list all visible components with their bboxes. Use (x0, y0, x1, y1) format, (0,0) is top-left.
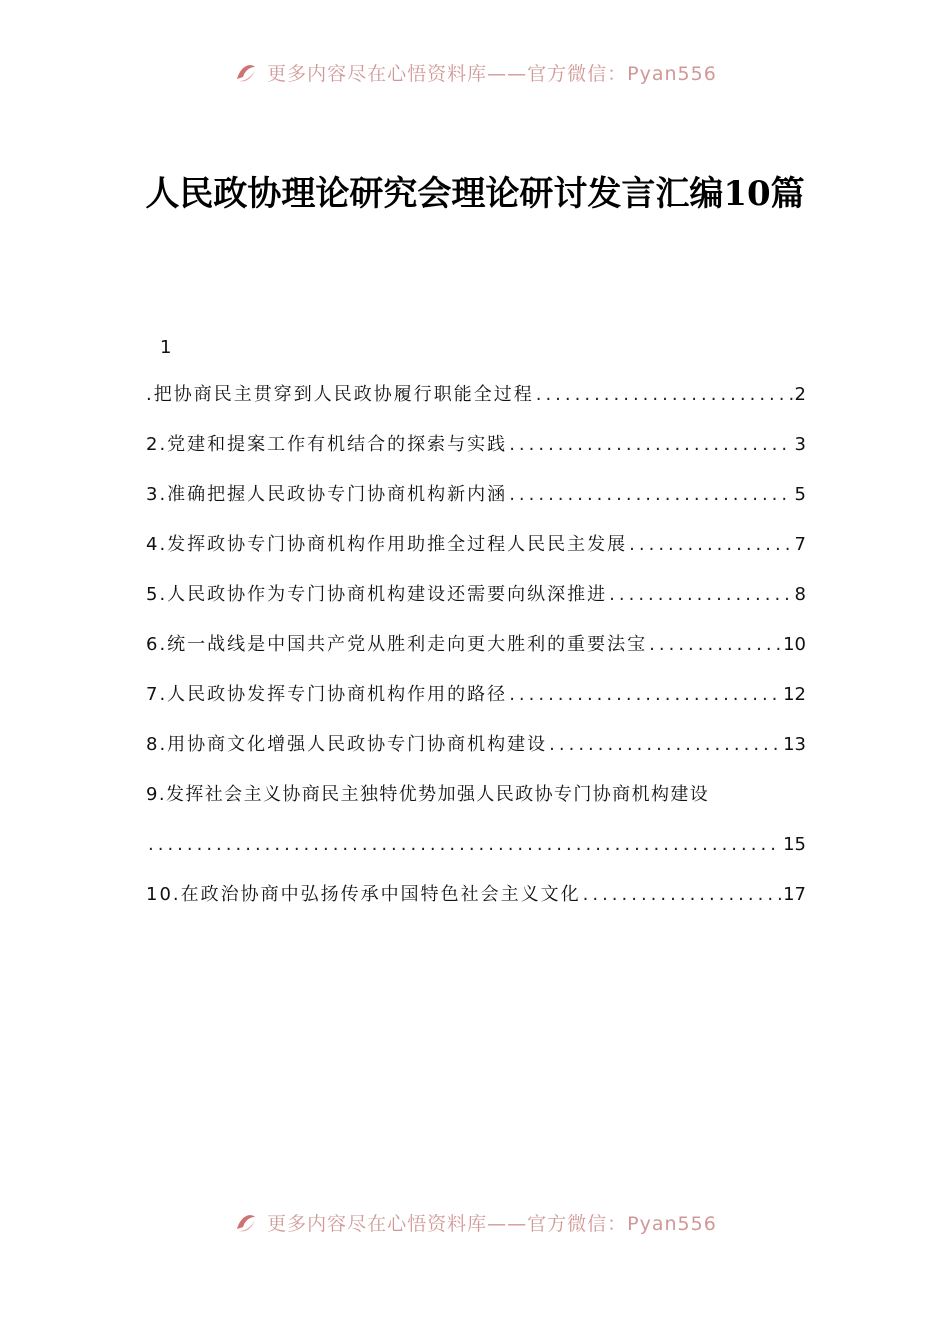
toc-leader-dots (509, 470, 792, 520)
toc-entry-page: 3 (794, 434, 806, 455)
toc-leader-dots (629, 520, 792, 570)
toc-entry-label: 9.发挥社会主义协商民主独特优势加强人民政协专门协商机构建设 (146, 784, 710, 805)
toc-leader-dots (509, 670, 781, 720)
toc-entry-label: 2.党建和提案工作有机结合的探索与实践 (146, 434, 508, 455)
toc-entry[interactable] (146, 570, 806, 620)
toc-leader-dots (509, 420, 792, 470)
toc-entry-page: 15 (783, 834, 806, 855)
toc-entry-page: 17 (783, 884, 806, 905)
toc-leader-dots (609, 570, 792, 620)
toc-entry[interactable] (146, 370, 806, 420)
watermark-footer (0, 1204, 950, 1240)
watermark-header (0, 54, 950, 90)
toc-entry-page: 12 (783, 684, 806, 705)
toc-leader-dots (549, 720, 781, 770)
toc-leader-dots (583, 870, 781, 920)
toc-entry-label: .把协商民主贯穿到人民政协履行职能全过程 (146, 384, 534, 405)
toc-entry-label: 3.准确把握人民政协专门协商机构新内涵 (146, 484, 508, 505)
toc-leader-dots (536, 370, 793, 420)
logo-icon (233, 59, 259, 85)
toc-leader-dots (148, 820, 781, 870)
toc-entry-label: 6.统一战线是中国共产党从胜利走向更大胜利的重要法宝 (146, 634, 648, 655)
toc-leader-dots (649, 620, 781, 670)
table-of-contents (146, 326, 806, 920)
toc-entry[interactable] (146, 770, 806, 820)
watermark-text: 更多内容尽在心悟资料库——官方微信：Pyan556 (267, 62, 717, 85)
toc-entry-label: 10.在政治协商中弘扬传承中国特色社会主义文化 (146, 884, 581, 905)
toc-entry-page: 7 (794, 534, 806, 555)
toc-entry[interactable] (146, 470, 806, 520)
toc-entry-label: 7.人民政协发挥专门协商机构作用的路径 (146, 684, 508, 705)
toc-entry[interactable] (146, 620, 806, 670)
logo-icon (233, 1209, 259, 1235)
watermark-text: 更多内容尽在心悟资料库——官方微信：Pyan556 (267, 1212, 717, 1235)
toc-entry-page: 2 (794, 384, 806, 405)
toc-entry[interactable] (146, 870, 806, 920)
document-title: 人民政协理论研究会理论研讨发言汇编10篇 (145, 174, 805, 214)
toc-entry[interactable] (146, 420, 806, 470)
toc-entry[interactable] (146, 670, 806, 720)
toc-entry[interactable] (146, 520, 806, 570)
toc-entry-label: 8.用协商文化增强人民政协专门协商机构建设 (146, 734, 548, 755)
toc-entry-page: 5 (794, 484, 806, 505)
toc-entry-label: 5.人民政协作为专门协商机构建设还需要向纵深推进 (146, 584, 608, 605)
toc-entry-page: 13 (783, 734, 806, 755)
toc-entry-continuation[interactable] (146, 820, 806, 870)
toc-entry-page: 8 (794, 584, 806, 605)
toc-entry[interactable] (146, 720, 806, 770)
toc-entry-page: 10 (783, 634, 806, 655)
toc-entry-label: 4.发挥政协专门协商机构作用助推全过程人民民主发展 (146, 534, 628, 555)
toc-first-marker: 1 (160, 337, 172, 358)
